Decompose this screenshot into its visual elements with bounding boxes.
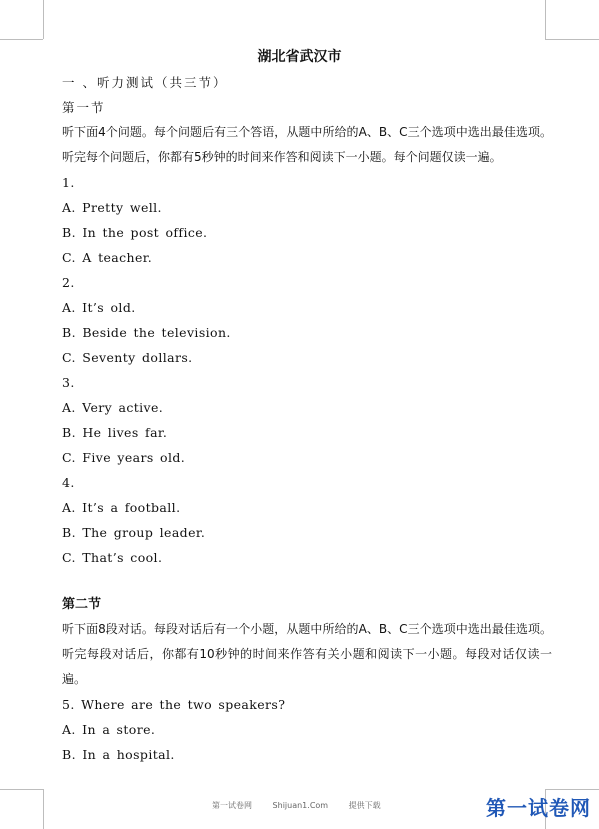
section2-title: 第二节 xyxy=(62,597,102,612)
crop-mark xyxy=(545,39,599,40)
part-heading: 一 、听力测试（共三节） xyxy=(62,75,228,90)
option-b: B. Beside the television. xyxy=(62,325,231,340)
footer-download: 提供下载 xyxy=(348,801,381,810)
document-body xyxy=(62,70,552,767)
section1-instructions: 听下面4个问题。每个问题后有三个答语，从题中所给的A、B、C三个选项中选出最佳选项。听完每个问题后，你都有5秒钟的时间来作答和阅读下一小题。每个问题仅读一遍。 xyxy=(62,125,552,164)
question-number: 2. xyxy=(62,275,75,290)
crop-mark xyxy=(43,0,44,39)
option-b: B. The group leader. xyxy=(62,525,206,540)
option-b: B. In the post office. xyxy=(62,225,208,240)
section2-instructions: 听下面8段对话。每段对话后有一个小题，从题中所给的A、B、C三个选项中选出最佳选项。听完每段对话后，你都有10秒钟的时间来作答有关小题和阅读下一小题。每段对话仅读一遍。 xyxy=(62,622,552,686)
footer-site-name: 第一试卷网 xyxy=(212,801,252,810)
crop-mark xyxy=(545,789,599,790)
option-a: A. It’s old. xyxy=(62,300,136,315)
crop-mark xyxy=(0,39,43,40)
section1-title: 第一节 xyxy=(62,100,106,115)
page-footer xyxy=(212,800,399,811)
question-5: 5. Where are the two speakers? xyxy=(62,697,286,712)
question-number: 3. xyxy=(62,375,75,390)
option-c: C. A teacher. xyxy=(62,250,153,265)
option-c: C. That’s cool. xyxy=(62,550,163,565)
option-a: A. Pretty well. xyxy=(62,200,162,215)
option-a: A. In a store. xyxy=(62,722,156,737)
option-c: C. Five years old. xyxy=(62,450,186,465)
crop-mark xyxy=(545,0,546,39)
footer-site-url[interactable]: Shijuan1.Com xyxy=(272,801,329,810)
brand-logo: 第一试卷网 xyxy=(486,796,591,820)
option-b: B. In a hospital. xyxy=(62,747,175,762)
option-a: A. It’s a football. xyxy=(62,500,181,515)
crop-mark xyxy=(43,789,44,829)
option-b: B. He lives far. xyxy=(62,425,168,440)
option-c: C. Seventy dollars. xyxy=(62,350,193,365)
crop-mark xyxy=(0,789,43,790)
question-number: 4. xyxy=(62,475,75,490)
document-title: 湖北省武汉市 xyxy=(257,49,342,65)
option-a: A. Very active. xyxy=(62,400,164,415)
question-number: 1. xyxy=(62,175,75,190)
